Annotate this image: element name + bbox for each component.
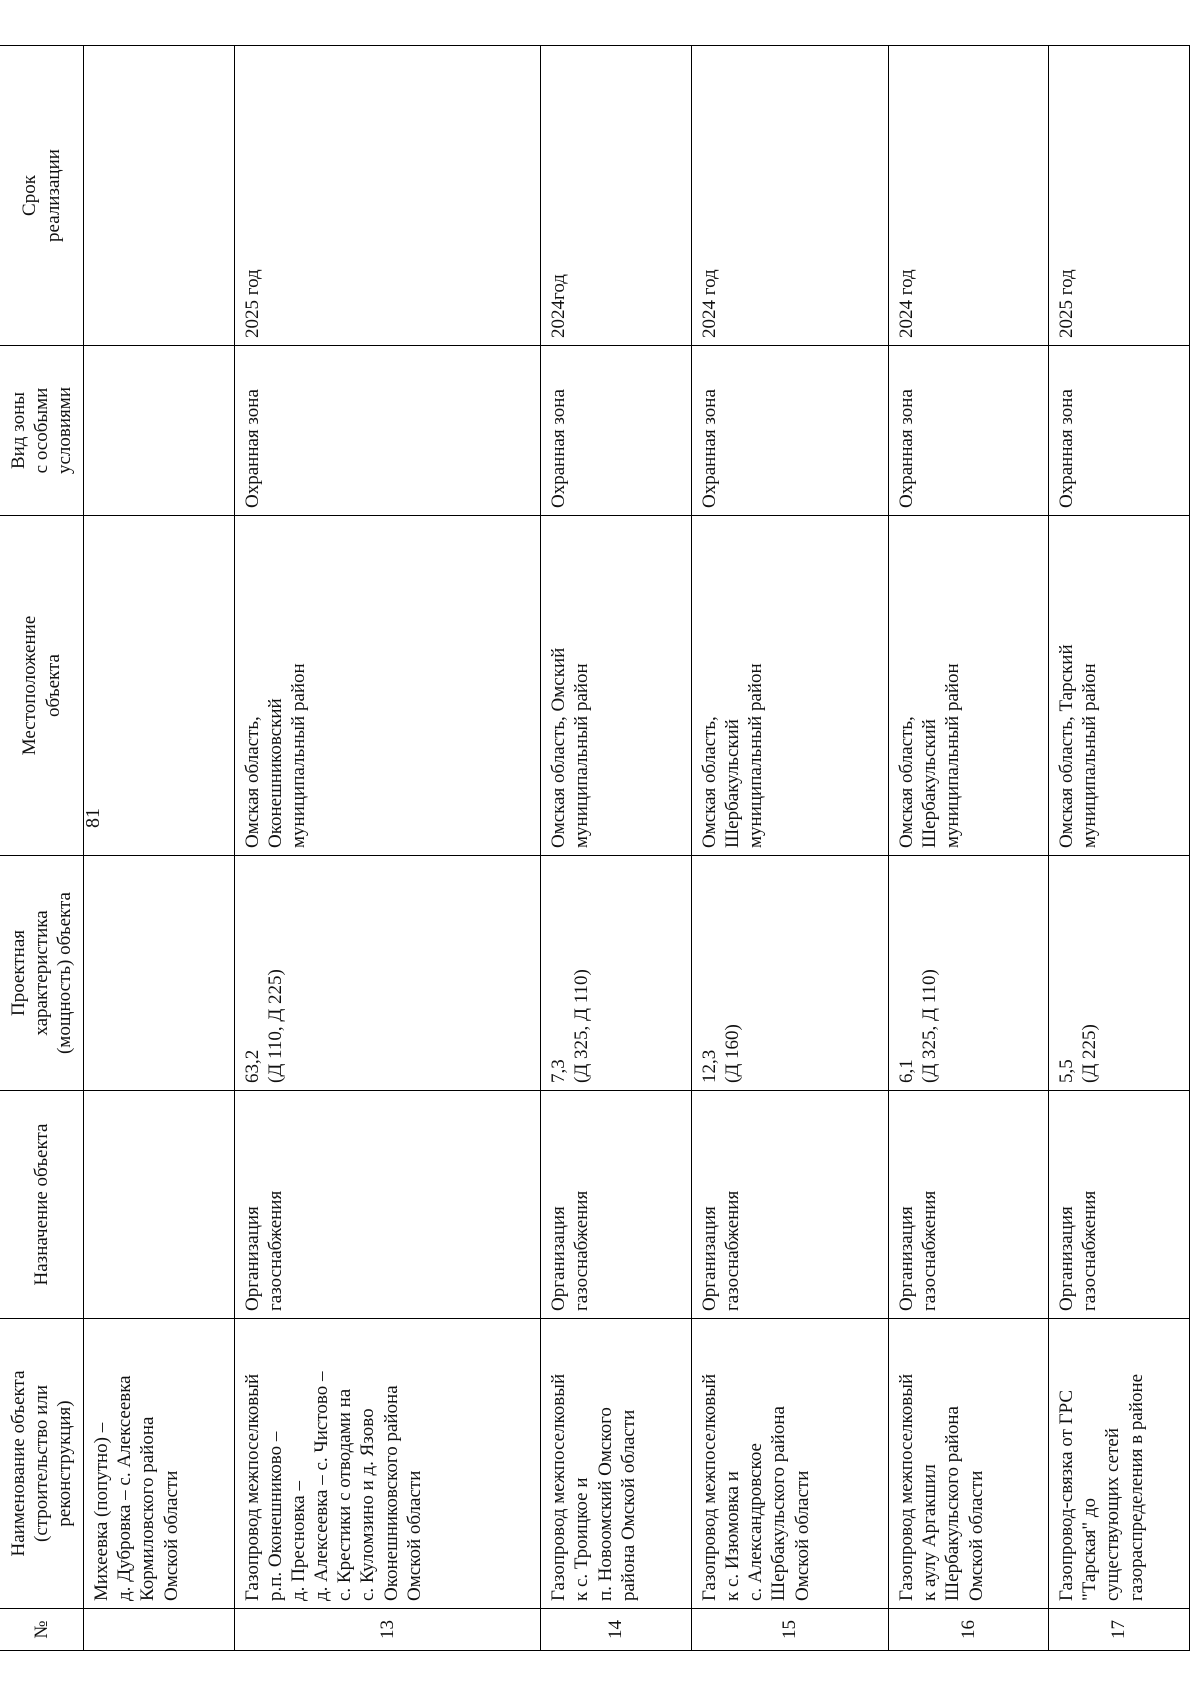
header-object-purpose: Назначение объекта: [0, 1091, 84, 1319]
header-zone-type: Вид зоны с особыми условиями: [0, 346, 84, 516]
cell-object-name: Газопровод-связка от ГРС "Тарская" до существующих сетей газораспределения в районе: [1049, 1319, 1190, 1609]
cell-capacity: [84, 856, 235, 1091]
cell-capacity: 6,1 (Д 325, Д 110): [889, 856, 1049, 1091]
header-capacity: Проектная характеристика (мощность) объекта: [0, 856, 84, 1091]
table-row: [1049, 46, 1190, 1651]
cell-number: 17: [1049, 1609, 1190, 1651]
cell-location: [84, 516, 235, 856]
cell-term: [84, 46, 235, 346]
cell-zone-type: Охранная зона: [691, 346, 888, 516]
cell-object-purpose: Организация газоснабжения: [691, 1091, 888, 1319]
cell-location: Омская область, Оконешниковский муниципальный район: [234, 516, 541, 856]
cell-capacity: 12,3 (Д 160): [691, 856, 888, 1091]
cell-location: Омская область, Омский муниципальный район: [541, 516, 692, 856]
cell-term: 2025 год: [1049, 46, 1190, 346]
cell-capacity: 63,2 (Д 110, Д 225): [234, 856, 541, 1091]
cell-zone-type: Охранная зона: [889, 346, 1049, 516]
table-row: [889, 46, 1049, 1651]
cell-object-name: Газопровод межпоселковый к с. Троицкое и п. Новоомский Омского района Омской области: [541, 1319, 692, 1609]
cell-zone-type: Охранная зона: [234, 346, 541, 516]
cell-term: 2025 год: [234, 46, 541, 346]
cell-object-purpose: Организация газоснабжения: [1049, 1091, 1190, 1319]
cell-number: [84, 1609, 235, 1651]
cell-capacity: 5,5 (Д 225): [1049, 856, 1190, 1091]
cell-location: Омская область, Шербакульский муниципальный район: [889, 516, 1049, 856]
cell-zone-type: Охранная зона: [541, 346, 692, 516]
cell-zone-type: [84, 346, 235, 516]
cell-number: 14: [541, 1609, 692, 1651]
header-term: Срок реализации: [0, 46, 84, 346]
rotated-table-container: [0, 46, 1190, 1651]
header-number: №: [0, 1609, 84, 1651]
cell-object-purpose: [84, 1091, 235, 1319]
cell-location: Омская область, Шербакульский муниципальный район: [691, 516, 888, 856]
cell-number: 16: [889, 1609, 1049, 1651]
cell-object-name: Газопровод межпоселковый р.п. Оконешниково – д. Пресновка – д. Алексеевка – с. Чистово – с. Крестики с отводами на с. Куломзино и д. Язово Оконешниковского района Омской области: [234, 1319, 541, 1609]
objects-table: [0, 45, 1190, 1651]
cell-term: 2024 год: [889, 46, 1049, 346]
cell-zone-type: Охранная зона: [1049, 346, 1190, 516]
page-number: 81: [81, 808, 104, 828]
header-object-name: Наименование объекта (строительство или реконструкция): [0, 1319, 84, 1609]
cell-number: 15: [691, 1609, 888, 1651]
cell-object-name: Газопровод межпоселковый к аулу Аргакшил Шербакульского района Омской области: [889, 1319, 1049, 1609]
cell-term: 2024год: [541, 46, 692, 346]
cell-object-name: Газопровод межпоселковый к с. Изюмовка и с. Александровское Шербакульского района Омской области: [691, 1319, 888, 1609]
table-row: [541, 46, 692, 1651]
cell-object-purpose: Организация газоснабжения: [889, 1091, 1049, 1319]
table-row: [234, 46, 541, 1651]
header-location: Местоположение объекта: [0, 516, 84, 856]
cell-object-purpose: Организация газоснабжения: [234, 1091, 541, 1319]
cell-object-purpose: Организация газоснабжения: [541, 1091, 692, 1319]
table-row: [691, 46, 888, 1651]
cell-object-name: Михеевка (попутно) – д. Дубровка – с. Алексеевка Кормиловского района Омской области: [84, 1319, 235, 1609]
cell-location: Омская область, Тарский муниципальный район: [1049, 516, 1190, 856]
cell-number: 13: [234, 1609, 541, 1651]
table-header-row: [0, 46, 84, 1651]
cell-term: 2024 год: [691, 46, 888, 346]
cell-capacity: 7,3 (Д 325, Д 110): [541, 856, 692, 1091]
table-row: [84, 46, 235, 1651]
